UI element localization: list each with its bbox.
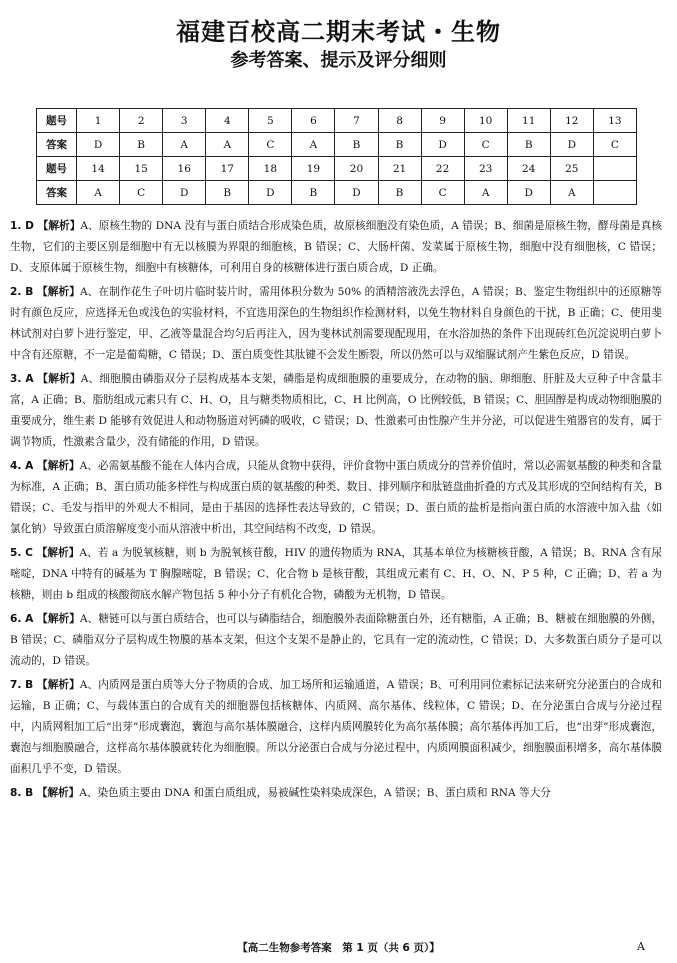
answer-table-number-row <box>37 157 637 181</box>
question-number-cell: 23 <box>464 157 507 181</box>
question-number-cell: 16 <box>163 157 206 181</box>
page-subtitle: 参考答案、提示及评分细则 <box>230 50 447 71</box>
question-number-cell: 24 <box>507 157 550 181</box>
answer-cell: B <box>120 133 163 157</box>
question-number-cell: 4 <box>206 109 249 133</box>
version-mark: A <box>637 940 645 953</box>
explanation-item <box>10 675 662 780</box>
explanation-item <box>10 543 662 606</box>
explanation-lead: 8. B 【解析】 <box>10 787 80 799</box>
explanation-text: A、若 a 为脱氧核糖，则 b 为脱氧核苷酸，HIV 的遗传物质为 RNA，其基本单位为核糖核苷酸，A 错误；B、RNA 含有尿嘧啶，DNA 中特有的碱基为 T 胸腺嘧啶，B 错误；C、化合物 b 是核苷酸，其组成元素有 C、H、O、N、P 5 种，C 正确；D、若 a 为核糖，则由 b 组成的核酸彻底水解产物包括 5 种小分子有机化合物，磷酸为无机物，D 错误。 <box>10 547 662 601</box>
answer-cell: D <box>550 133 593 157</box>
answer-cell: B <box>378 181 421 205</box>
question-number-cell: 18 <box>249 157 292 181</box>
question-number-cell: 3 <box>163 109 206 133</box>
answer-table <box>36 108 637 205</box>
question-number-cell: 2 <box>120 109 163 133</box>
explanation-text: A、必需氨基酸不能在人体内合成，只能从食物中获得，评价食物中蛋白质成分的营养价值时，常以必需氨基酸的种类和含量为标准，A 正确；B、蛋白质功能多样性与构成蛋白质的氨基酸的种类、数目、排列顺序和肽链盘曲折叠的方式及其形成的空间结构有关，B 错误；C、毛发与指甲的外观大不相同，是由于基因的选择性表达导致的，C 错误；D、蛋白质的盐析是指向蛋白质的水溶液中加入盐（如氯化钠）导致蛋白质溶解度变小而从溶液中析出，其空间结构不改变，D 错误。 <box>10 460 662 535</box>
explanation-lead: 4. A 【解析】 <box>10 460 80 472</box>
answer-cell: D <box>335 181 378 205</box>
answer-cell: A <box>550 181 593 205</box>
question-number-cell: 17 <box>206 157 249 181</box>
explanations <box>10 216 662 807</box>
answer-cell: B <box>378 133 421 157</box>
question-number-cell: 10 <box>464 109 507 133</box>
explanation-text: A、在制作花生子叶切片临时装片时，需用体积分数为 50% 的酒精溶液洗去浮色，A 错误；B、鉴定生物组织中的还原糖等时有颜色反应，应选择无色或浅色的实验材料，不宜选用深色的生物组织作检测材料，以免生物材料自身颜色的干扰，B 正确；C、使用斐林试剂对白萝卜进行鉴定，甲、乙液等量混合均匀后再注入，因为斐林试剂需要现配现用，在水浴加热的条件下出现砖红色沉淀说明白萝卜中含有还原糖，不一定是葡萄糖，C 错误；D、蛋白质变性其肽键不会发生断裂，所以仍然可以与双缩脲试剂产生紫色反应，D 错误。 <box>10 286 662 361</box>
answer-cell: B <box>507 133 550 157</box>
explanation-text: A、内质网是蛋白质等大分子物质的合成、加工场所和运输通道，A 错误；B、可利用同位素标记法来研究分泌蛋白的合成和运输，B 正确；C、与载体蛋白的合成有关的细胞器包括核糖体、内质网、高尔基体、线粒体，C 错误；D、在分泌蛋白合成与分泌过程中，内质网粗加工后“出芽”形成囊泡，囊泡与高尔基体膜融合，这样内质网膜转化为高尔基体膜；高尔基体再加工后，也“出芽”形成囊泡，囊泡与细胞膜融合，这样高尔基体膜就转化为细胞膜。所以分泌蛋白合成与分泌过程中，内质网膜面积减少，细胞膜面积增多，高尔基体膜面积几乎不变，D 错误。 <box>10 679 662 775</box>
explanation-lead: 6. A 【解析】 <box>10 613 80 625</box>
answer-cell: D <box>507 181 550 205</box>
question-number-cell: 11 <box>507 109 550 133</box>
explanation-item <box>10 282 662 366</box>
question-number-cell: 13 <box>593 109 636 133</box>
explanation-item <box>10 369 662 453</box>
question-number-cell <box>593 157 636 181</box>
row-label-answer: 答案 <box>37 181 77 205</box>
explanation-text: A、原核生物的 DNA 没有与蛋白质结合形成染色质，故原核细胞没有染色质，A 错误；B、细菌是原核生物，酵母菌是真核生物，它们的主要区别是细胞中有无以核膜为界限的细胞核，B 错误；C、大肠杆菌、发菜属于原核生物，细胞中没有细胞核，C 错误；D、支原体属于原核生物，细胞中有核糖体，可利用自身的核糖体进行蛋白质合成，D 正确。 <box>10 220 662 274</box>
question-number-cell: 6 <box>292 109 335 133</box>
explanation-lead: 3. A 【解析】 <box>10 373 81 385</box>
question-number-cell: 5 <box>249 109 292 133</box>
question-number-cell: 12 <box>550 109 593 133</box>
explanation-text: A、细胞膜由磷脂双分子层构成基本支架，磷脂是构成细胞膜的重要成分，在动物的脑、卵细胞、肝脏及大豆种子中含量丰富，A 正确；B、脂肪组成元素只有 C、H、O，且与糖类物质相比，C、H 比例高，O 比例较低，B 错误；C、胆固醇是构成动物细胞膜的重要成分，维生素 D 能够有效促进人和动物肠道对钙磷的吸收，C 错误；D、性激素可由性腺产生并分泌，可以促进生殖器官的发育，属于调节物质，性激素含量少，没有储能的作用，D 错误。 <box>10 373 662 448</box>
explanation-item <box>10 456 662 540</box>
question-number-cell: 21 <box>378 157 421 181</box>
page-footer: 【高二生物参考答案 第 1 页（共 6 页）】 <box>237 942 440 954</box>
explanation-item <box>10 216 662 279</box>
explanation-lead: 5. C 【解析】 <box>10 547 80 559</box>
answer-table-number-row <box>37 109 637 133</box>
explanation-text: A、染色质主要由 DNA 和蛋白质组成，易被碱性染料染成深色，A 错误；B、蛋白质和 RNA 等大分 <box>79 787 551 799</box>
answer-cell: C <box>249 133 292 157</box>
answer-cell: D <box>249 181 292 205</box>
question-number-cell: 19 <box>292 157 335 181</box>
explanation-lead: 7. B 【解析】 <box>10 679 80 691</box>
question-number-cell: 9 <box>421 109 464 133</box>
answer-cell: D <box>421 133 464 157</box>
answer-cell: A <box>77 181 120 205</box>
answer-cell: B <box>206 181 249 205</box>
question-number-cell: 8 <box>378 109 421 133</box>
question-number-cell: 25 <box>550 157 593 181</box>
row-label-question: 题号 <box>37 157 77 181</box>
answer-cell: C <box>120 181 163 205</box>
question-number-cell: 15 <box>120 157 163 181</box>
answer-cell: A <box>163 133 206 157</box>
answer-cell: B <box>335 133 378 157</box>
question-number-cell: 14 <box>77 157 120 181</box>
answer-cell: A <box>206 133 249 157</box>
explanation-item <box>10 609 662 672</box>
page-title: 福建百校高二期末考试・生物 <box>176 18 501 46</box>
answer-table-answer-row <box>37 181 637 205</box>
answer-cell: D <box>77 133 120 157</box>
question-number-cell: 1 <box>77 109 120 133</box>
question-number-cell: 22 <box>421 157 464 181</box>
answer-cell: B <box>292 181 335 205</box>
explanation-text: A、糖链可以与蛋白质结合，也可以与磷脂结合，细胞膜外表面除糖蛋白外，还有糖脂，A 正确；B、糖被在细胞膜的外侧，B 错误；C、磷脂双分子层构成生物膜的基本支架，但这个支架不是静止的，它具有一定的流动性，C 错误；D、大多数蛋白质分子是可以流动的，D 错误。 <box>10 613 662 667</box>
row-label-answer: 答案 <box>37 133 77 157</box>
explanation-item <box>10 783 662 804</box>
answer-table-answer-row <box>37 133 637 157</box>
answer-cell: D <box>163 181 206 205</box>
answer-cell: C <box>421 181 464 205</box>
answer-cell: A <box>464 181 507 205</box>
answer-cell: C <box>464 133 507 157</box>
question-number-cell: 20 <box>335 157 378 181</box>
row-label-question: 题号 <box>37 109 77 133</box>
explanation-lead: 2. B 【解析】 <box>10 286 80 298</box>
answer-cell: A <box>292 133 335 157</box>
question-number-cell: 7 <box>335 109 378 133</box>
answer-cell <box>593 181 636 205</box>
explanation-lead: 1. D 【解析】 <box>10 220 81 232</box>
answer-cell: C <box>593 133 636 157</box>
